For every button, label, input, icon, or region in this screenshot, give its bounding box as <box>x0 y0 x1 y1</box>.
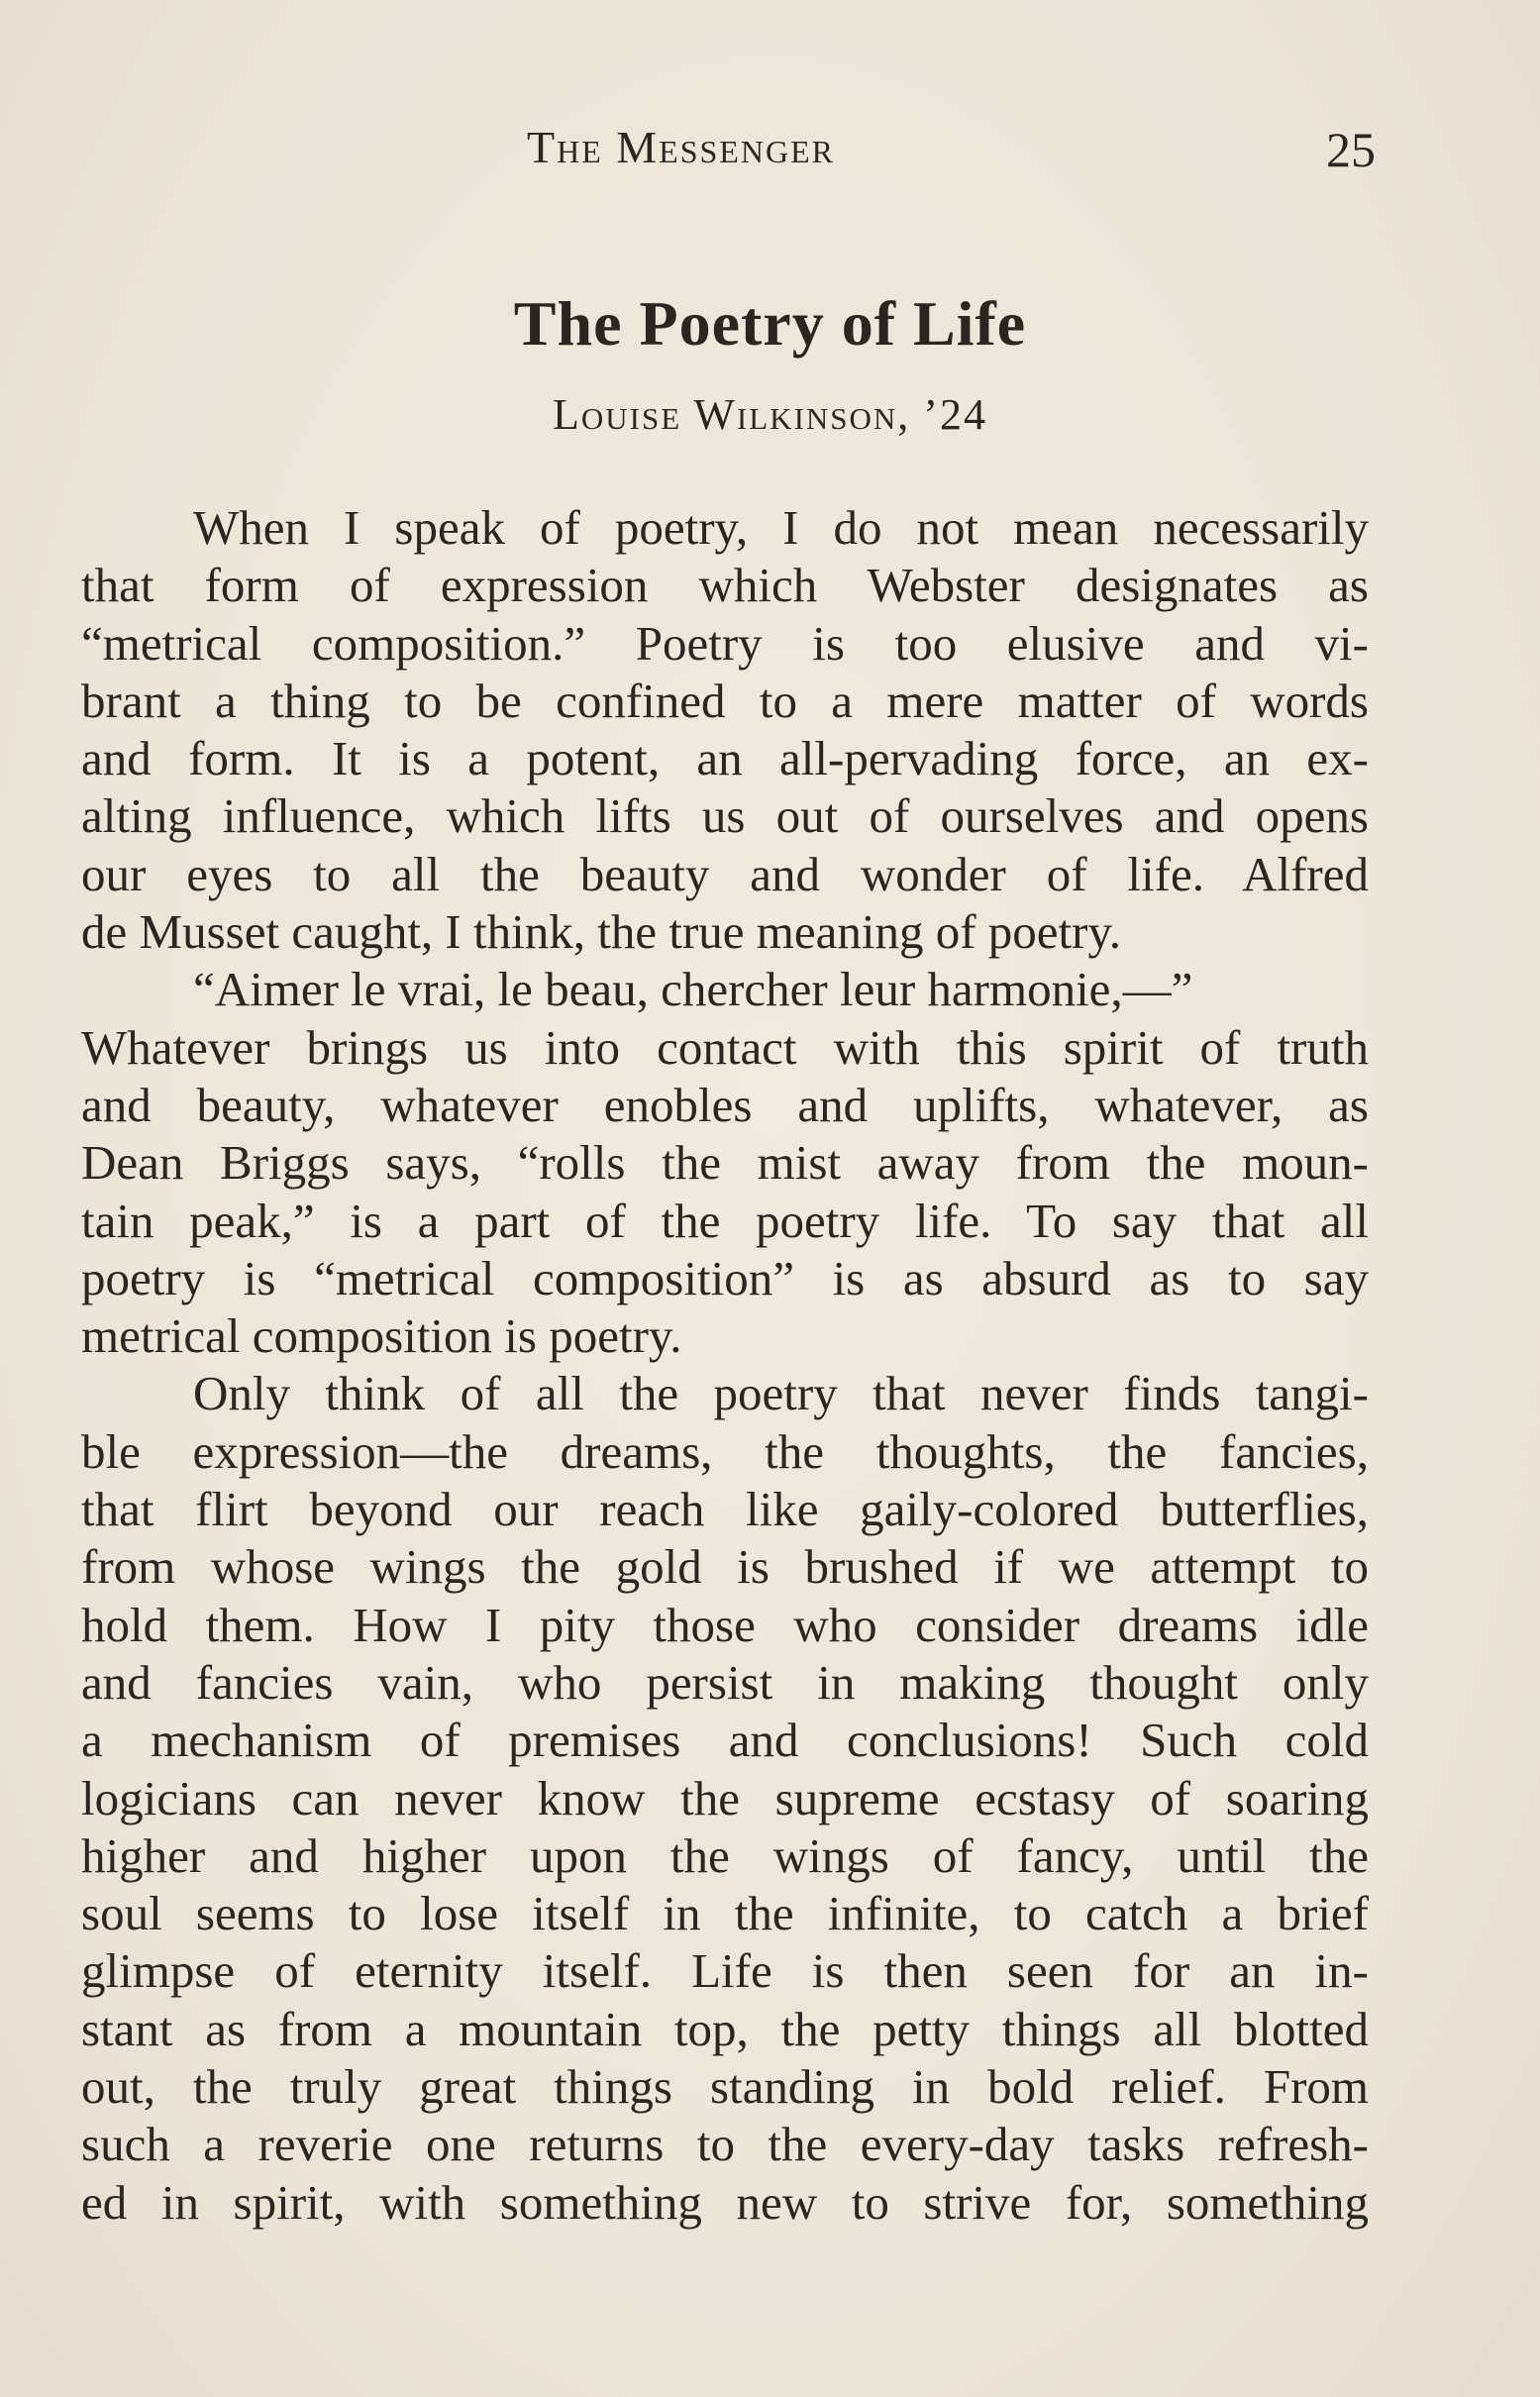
running-title: The Messenger <box>527 122 835 172</box>
text-line: a mechanism of premises and conclusions! Such cold <box>81 1713 1369 1768</box>
text-line: such a reverie one returns to the every-day tasks refresh- <box>81 2117 1369 2172</box>
running-head <box>81 121 1376 180</box>
text-line: brant a thing to be confined to a mere matter of words <box>81 673 1369 728</box>
text-line: de Musset caught, I think, the true meaning of poetry. <box>81 904 1122 960</box>
text-line: soul seems to lose itself in the infinite, to catch a brief <box>81 1886 1369 1941</box>
text-line: higher and higher upon the wings of fancy, until the <box>81 1827 1369 1883</box>
article-title: The Poetry of Life <box>513 288 1027 359</box>
text-line: alting influence, which lifts us out of ourselves and opens <box>81 788 1369 844</box>
text-line: logicians can never know the supreme ecstasy of soaring <box>81 1770 1369 1825</box>
text-line: and form. It is a potent, an all-pervading force, an ex- <box>81 731 1369 786</box>
text-line: from whose wings the gold is brushed if we attempt to <box>81 1539 1369 1595</box>
page-number: 25 <box>1326 122 1376 177</box>
text-line: “metrical composition.” Poetry is too elusive and vi- <box>81 615 1369 671</box>
text-line: “Aimer le vrai, le beau, chercher leur harmonie,—” <box>193 962 1193 1017</box>
text-line: Only think of all the poetry that never finds tangi- <box>193 1366 1369 1421</box>
text-line: and fancies vain, who persist in making thought only <box>81 1654 1369 1710</box>
text-line: Dean Briggs says, “rolls the mist away from the moun- <box>81 1135 1369 1191</box>
text-line: that flirt beyond our reach like gaily-colored butterflies, <box>81 1482 1369 1537</box>
text-line: ble expression—the dreams, the thoughts, the fancies, <box>81 1423 1369 1479</box>
text-line: Whatever brings us into contact with this spirit of truth <box>81 1019 1369 1075</box>
article-body <box>81 499 1369 2232</box>
article-byline: Louise Wilkinson, ’24 <box>553 390 987 439</box>
text-line: our eyes to all the beauty and wonder of life. Alfred <box>81 846 1369 901</box>
text-line: out, the truly great things standing in bold relief. From <box>81 2059 1369 2115</box>
text-line: and beauty, whatever enobles and uplifts, whatever, as <box>81 1077 1369 1132</box>
text-line: When I speak of poetry, I do not mean necessarily <box>193 500 1369 555</box>
text-line: poetry is “metrical composition” is as absurd as to say <box>81 1250 1369 1305</box>
text-line: that form of expression which Webster designates as <box>81 558 1369 613</box>
text-line: tain peak,” is a part of the poetry life. To say that all <box>81 1193 1369 1248</box>
text-line: hold them. How I pity those who consider dreams idle <box>81 1597 1369 1652</box>
text-line: glimpse of eternity itself. Life is then seen for an in- <box>81 1943 1369 1999</box>
text-line: ed in spirit, with something new to strive for, something <box>81 2174 1369 2230</box>
text-line: metrical composition is poetry. <box>81 1308 682 1364</box>
text-line: stant as from a mountain top, the petty things all blotted <box>81 2001 1369 2056</box>
